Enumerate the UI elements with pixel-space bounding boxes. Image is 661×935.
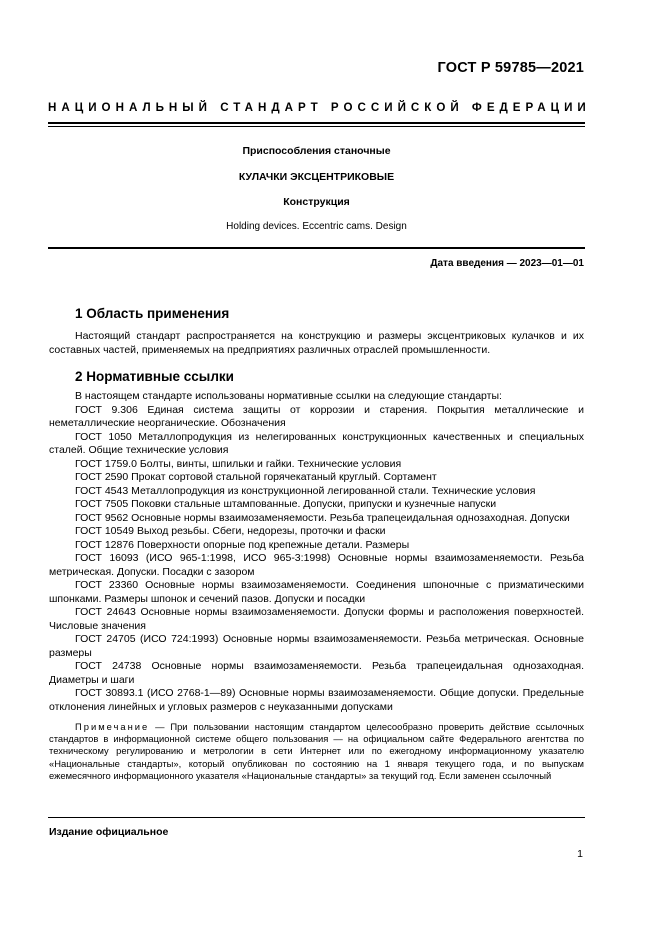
reference-item: ГОСТ 1759.0 Болты, винты, шпильки и гайки. Технические условия bbox=[75, 457, 402, 470]
title-rule bbox=[48, 247, 585, 249]
header-rule-bottom bbox=[48, 126, 585, 127]
reference-item: ГОСТ 2590 Прокат сортовой стальной горячекатаный круглый. Сортамент bbox=[75, 471, 437, 483]
reference-item: ГОСТ 24705 (ИСО 724:1993) Основные нормы взаимозаменяемости. Резьба метрическая. Основные размеры bbox=[49, 633, 584, 659]
reference-item: ГОСТ 12876 Поверхности опорные под крепежные детали. Размеры bbox=[75, 538, 410, 551]
section-1-text: Настоящий стандарт распространяется на конструкцию и размеры эксцентриковых кулачков и их составных частей, применяемых на предприятиях различных отраслей промышленности. bbox=[49, 330, 584, 356]
section-2-heading: 2 Нормативные ссылки bbox=[75, 369, 234, 384]
title-part: Конструкция bbox=[283, 196, 350, 208]
reference-item: ГОСТ 1050 Металлопродукция из нелегированных конструкционных качественных и специальных сталей. Общие технические условия bbox=[49, 430, 584, 456]
national-standard-banner: НАЦИОНАЛЬНЫЙ СТАНДАРТ РОССИЙСКОЙ ФЕДЕРАЦИИ bbox=[48, 101, 591, 114]
document-code: ГОСТ Р 59785—2021 bbox=[437, 60, 584, 76]
reference-item: ГОСТ 30893.1 (ИСО 2768-1—89) Основные нормы взаимозаменяемости. Общие допуски. Предельные отклонения линейных и угловых размеров с неуказанными допусками bbox=[49, 687, 584, 713]
footer-rule bbox=[48, 817, 585, 818]
note-label: Примечание bbox=[75, 721, 150, 732]
reference-item: ГОСТ 24738 Основные нормы взаимозаменяемости. Резьба трапецеидальная однозаходная. Диаметры и шаги bbox=[49, 660, 584, 686]
reference-item: ГОСТ 23360 Основные нормы взаимозаменяемости. Соединения шпоночные с призматическими шпонками. Размеры шпонок и сечений пазов. Допуски и посадки bbox=[49, 579, 584, 605]
reference-item: ГОСТ 4543 Металлопродукция из конструкционной легированной стали. Технические условия bbox=[75, 484, 536, 497]
reference-item: ГОСТ 7505 Поковки стальные штампованные. Допуски, припуски и кузнечные напуски bbox=[75, 498, 497, 510]
title-name: КУЛАЧКИ ЭКСЦЕНТРИКОВЫЕ bbox=[238, 171, 395, 183]
main-content bbox=[49, 305, 584, 782]
header-rule-top bbox=[48, 122, 585, 124]
section-2-intro: В настоящем стандарте использованы нормативные ссылки на следующие стандарты: bbox=[75, 390, 502, 402]
title-group: Приспособления станочные bbox=[242, 145, 391, 157]
reference-item: ГОСТ 9.306 Единая система защиты от коррозии и старения. Покрытия металлические и неметаллические неорганические. Обозначения bbox=[49, 403, 584, 429]
reference-item: ГОСТ 10549 Выход резьбы. Сбеги, недорезы, проточки и фаски bbox=[75, 525, 386, 537]
section-1-heading: 1 Область применения bbox=[75, 306, 230, 321]
page-number: 1 bbox=[577, 848, 583, 860]
reference-item: ГОСТ 24643 Основные нормы взаимозаменяемости. Допуски формы и расположения поверхностей. Числовые значения bbox=[49, 606, 584, 632]
official-edition-label: Издание официальное bbox=[49, 826, 169, 838]
title-english: Holding devices. Eccentric cams. Design bbox=[226, 221, 407, 232]
reference-item: ГОСТ 9562 Основные нормы взаимозаменяемости. Резьба трапецеидальная однозаходная. Допуски bbox=[75, 511, 570, 524]
note-text: — При пользовании настоящим стандартом целесообразно проверить действие ссылочных стандартов в информационной системе общего пользования — на официальном сайте Федерального агентства по техническому регулированию и метрологии в сети Интернет или по ежегодному информационному указателю «Национальные стандарты», который опубликован по состоянию на 1 января текущего года, и по выпускам ежемесячного информационного указателя «Национальные стандарты» за текущий год. Если заменен ссылочный bbox=[49, 721, 584, 781]
note-paragraph bbox=[49, 721, 584, 782]
reference-item: ГОСТ 16093 (ИСО 965-1:1998, ИСО 965-3:1998) Основные нормы взаимозаменяемости. Резьба метрическая. Допуски. Посадки с зазором bbox=[49, 552, 584, 578]
introduction-date: Дата введения — 2023—01—01 bbox=[430, 258, 584, 269]
